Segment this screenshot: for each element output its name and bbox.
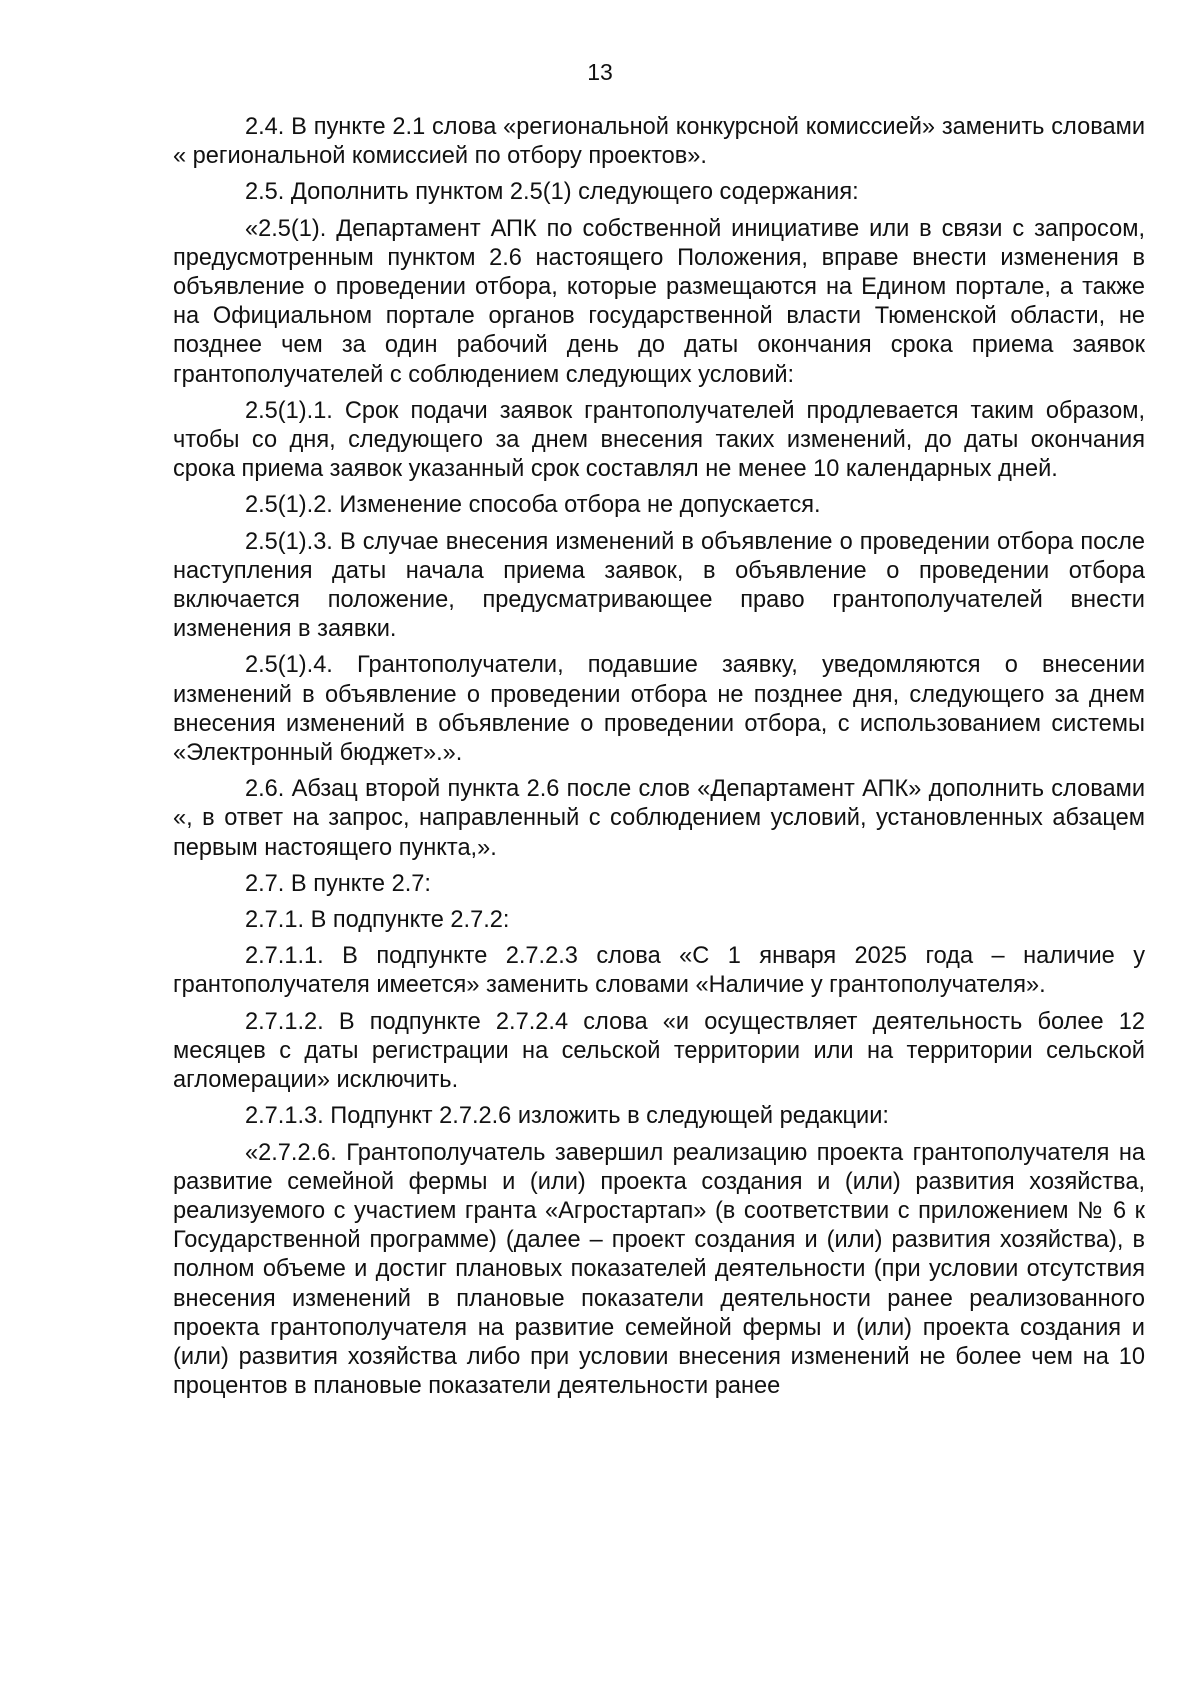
paragraph-2-4: 2.4. В пункте 2.1 слова «региональной конкурсной комиссией» заменить словами « региональной комиссией по отбору проектов».	[173, 114, 1145, 170]
paragraph-2-6: 2.6. Абзац второй пункта 2.6 после слов «Департамент АПК» дополнить словами «, в ответ на запрос, направленный с соблюдением условий, установленных абзацем первым настоящего пункта,».	[173, 776, 1145, 861]
document-body	[173, 113, 1145, 1408]
paragraph-2-7-2-6: «2.7.2.6. Грантополучатель завершил реализацию проекта грантополучателя на развитие семейной фермы и (или) проекта создания и (или) развития хозяйства, реализуемого с участием гранта «Агростартап» (в соответствии с приложением № 6 к Государственной программе) (далее – проект создания и (или) развития хозяйства), в полном объеме и достиг плановых показателей деятельности (при условии отсутствия внесения изменений в плановые показатели деятельности ранее реализованного проекта грантополучателя на развитие семейной фермы и (или) проекта создания и (или) развития хозяйства либо при условии внесения изменений не более чем на 10 процентов в плановые показатели деятельности ранее	[173, 1139, 1145, 1400]
paragraph-2-5-1-4: 2.5(1).4. Грантополучатели, подавшие заявку, уведомляются о внесении изменений в объявление о проведении отбора не позднее дня, следующего за днем внесения изменений в объявление о проведении отбора, с использованием системы «Электронный бюджет».».	[173, 652, 1145, 767]
paragraph-2-7-1-3: 2.7.1.3. Подпункт 2.7.2.6 изложить в следующей редакции:	[245, 1103, 889, 1130]
paragraph-2-5-1-2: 2.5(1).2. Изменение способа отбора не допускается.	[245, 492, 821, 519]
paragraph-2-5: 2.5. Дополнить пунктом 2.5(1) следующего содержания:	[245, 179, 859, 206]
paragraph-2-7-1-1: 2.7.1.1. В подпункте 2.7.2.3 слова «С 1 января 2025 года – наличие у грантополучателя имеется» заменить словами «Наличие у грантополучателя».	[173, 943, 1145, 999]
paragraph-2-7-1: 2.7.1. В подпункте 2.7.2:	[245, 907, 510, 934]
paragraph-2-5-1: «2.5(1). Департамент АПК по собственной инициативе или в связи с запросом, предусмотренным пунктом 2.6 настоящего Положения, вправе внести изменения в объявление о проведении отбора, которые размещаются на Едином портале, а также на Официальном портале органов государственной власти Тюменской области, не позднее чем за один рабочий день до даты окончания срока приема заявок грантополучателей с соблюдением следующих условий:	[173, 215, 1145, 388]
paragraph-2-7: 2.7. В пункте 2.7:	[245, 870, 431, 897]
page-number: 13	[587, 59, 613, 85]
paragraph-2-5-1-3: 2.5(1).3. В случае внесения изменений в объявление о проведении отбора после наступления даты начала приема заявок, в объявление о проведении отбора включается положение, предусматривающее право грантополучателей внести изменения в заявки.	[173, 528, 1145, 643]
paragraph-2-7-1-2: 2.7.1.2. В подпункте 2.7.2.4 слова «и осуществляет деятельность более 12 месяцев с даты регистрации на сельской территории или на территории сельской агломерации» исключить.	[173, 1008, 1145, 1094]
paragraph-2-5-1-1: 2.5(1).1. Срок подачи заявок грантополучателей продлевается таким образом, чтобы со дня, следующего за днем внесения таких изменений, до даты окончания срока приема заявок указанный срок составлял не менее 10 календарных дней.	[173, 397, 1145, 483]
